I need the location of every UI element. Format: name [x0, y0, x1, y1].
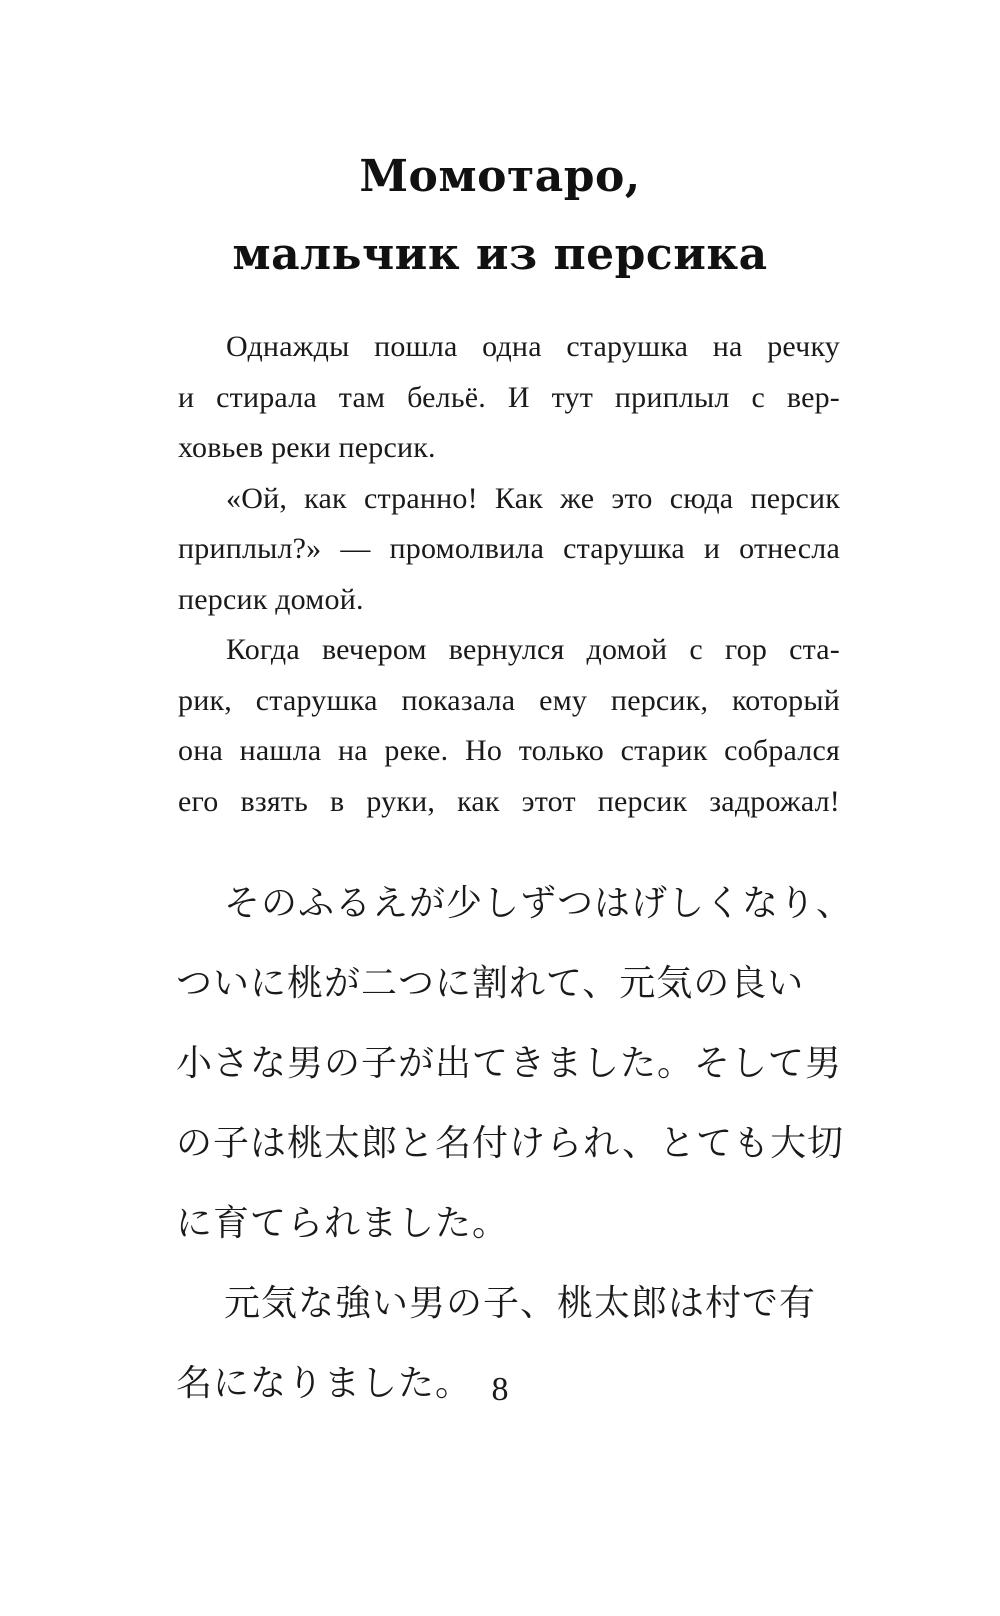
russian-story-text	[178, 322, 840, 827]
russian-paragraph-3-line-1: Когда вечером вернулся домой с гор ста-	[226, 633, 840, 666]
page-number: 8	[491, 1371, 509, 1408]
russian-paragraph-2-line-2: приплыл?» — промолвила старушка и отнесла	[178, 532, 840, 565]
russian-paragraph-3-line-2: рик, старушка показала ему персик, который	[178, 683, 840, 717]
russian-paragraph-1-line-3: ховьев реки персик.	[178, 431, 436, 464]
russian-paragraph-2-line-1: «Ой, как странно! Как же это сюда персик	[226, 481, 840, 515]
russian-paragraph-2-line-3: персик домой.	[178, 582, 364, 616]
japanese-paragraph-1-line-3: 小さな男の子が出てきました。そして男	[176, 1043, 843, 1084]
chapter-title	[0, 138, 1000, 294]
russian-paragraph-1-line-1: Однажды пошла одна старушка на речку	[226, 330, 840, 363]
russian-paragraph-1-line-2: и стирала там бельё. И тут приплыл с вер-	[178, 380, 840, 414]
russian-paragraph-3-line-4: его взять в руки, как этот персик задрожал!	[178, 784, 840, 818]
japanese-paragraph-1-line-1: そのふるえが少しずつはげしくなり、	[224, 883, 854, 924]
japanese-paragraph-1-line-4: の子は桃太郎と名付けられ、とても大切	[176, 1123, 845, 1164]
japanese-story-text	[176, 864, 854, 1424]
japanese-paragraph-2-line-1: 元気な強い男の子、桃太郎は村で有	[224, 1283, 817, 1324]
japanese-paragraph-1-line-5: に育てられました。	[176, 1203, 510, 1244]
russian-paragraph-3-line-3: она нашла на реке. Но только старик собрался	[178, 734, 840, 767]
japanese-paragraph-2-line-2: 名になりました。	[176, 1363, 473, 1404]
chapter-title-line-1: Момотаро,	[359, 151, 641, 202]
chapter-title-line-2: мальчик из персика	[232, 229, 768, 280]
japanese-paragraph-1-line-2: ついに桃が二つに割れて、元気の良い	[176, 963, 805, 1004]
